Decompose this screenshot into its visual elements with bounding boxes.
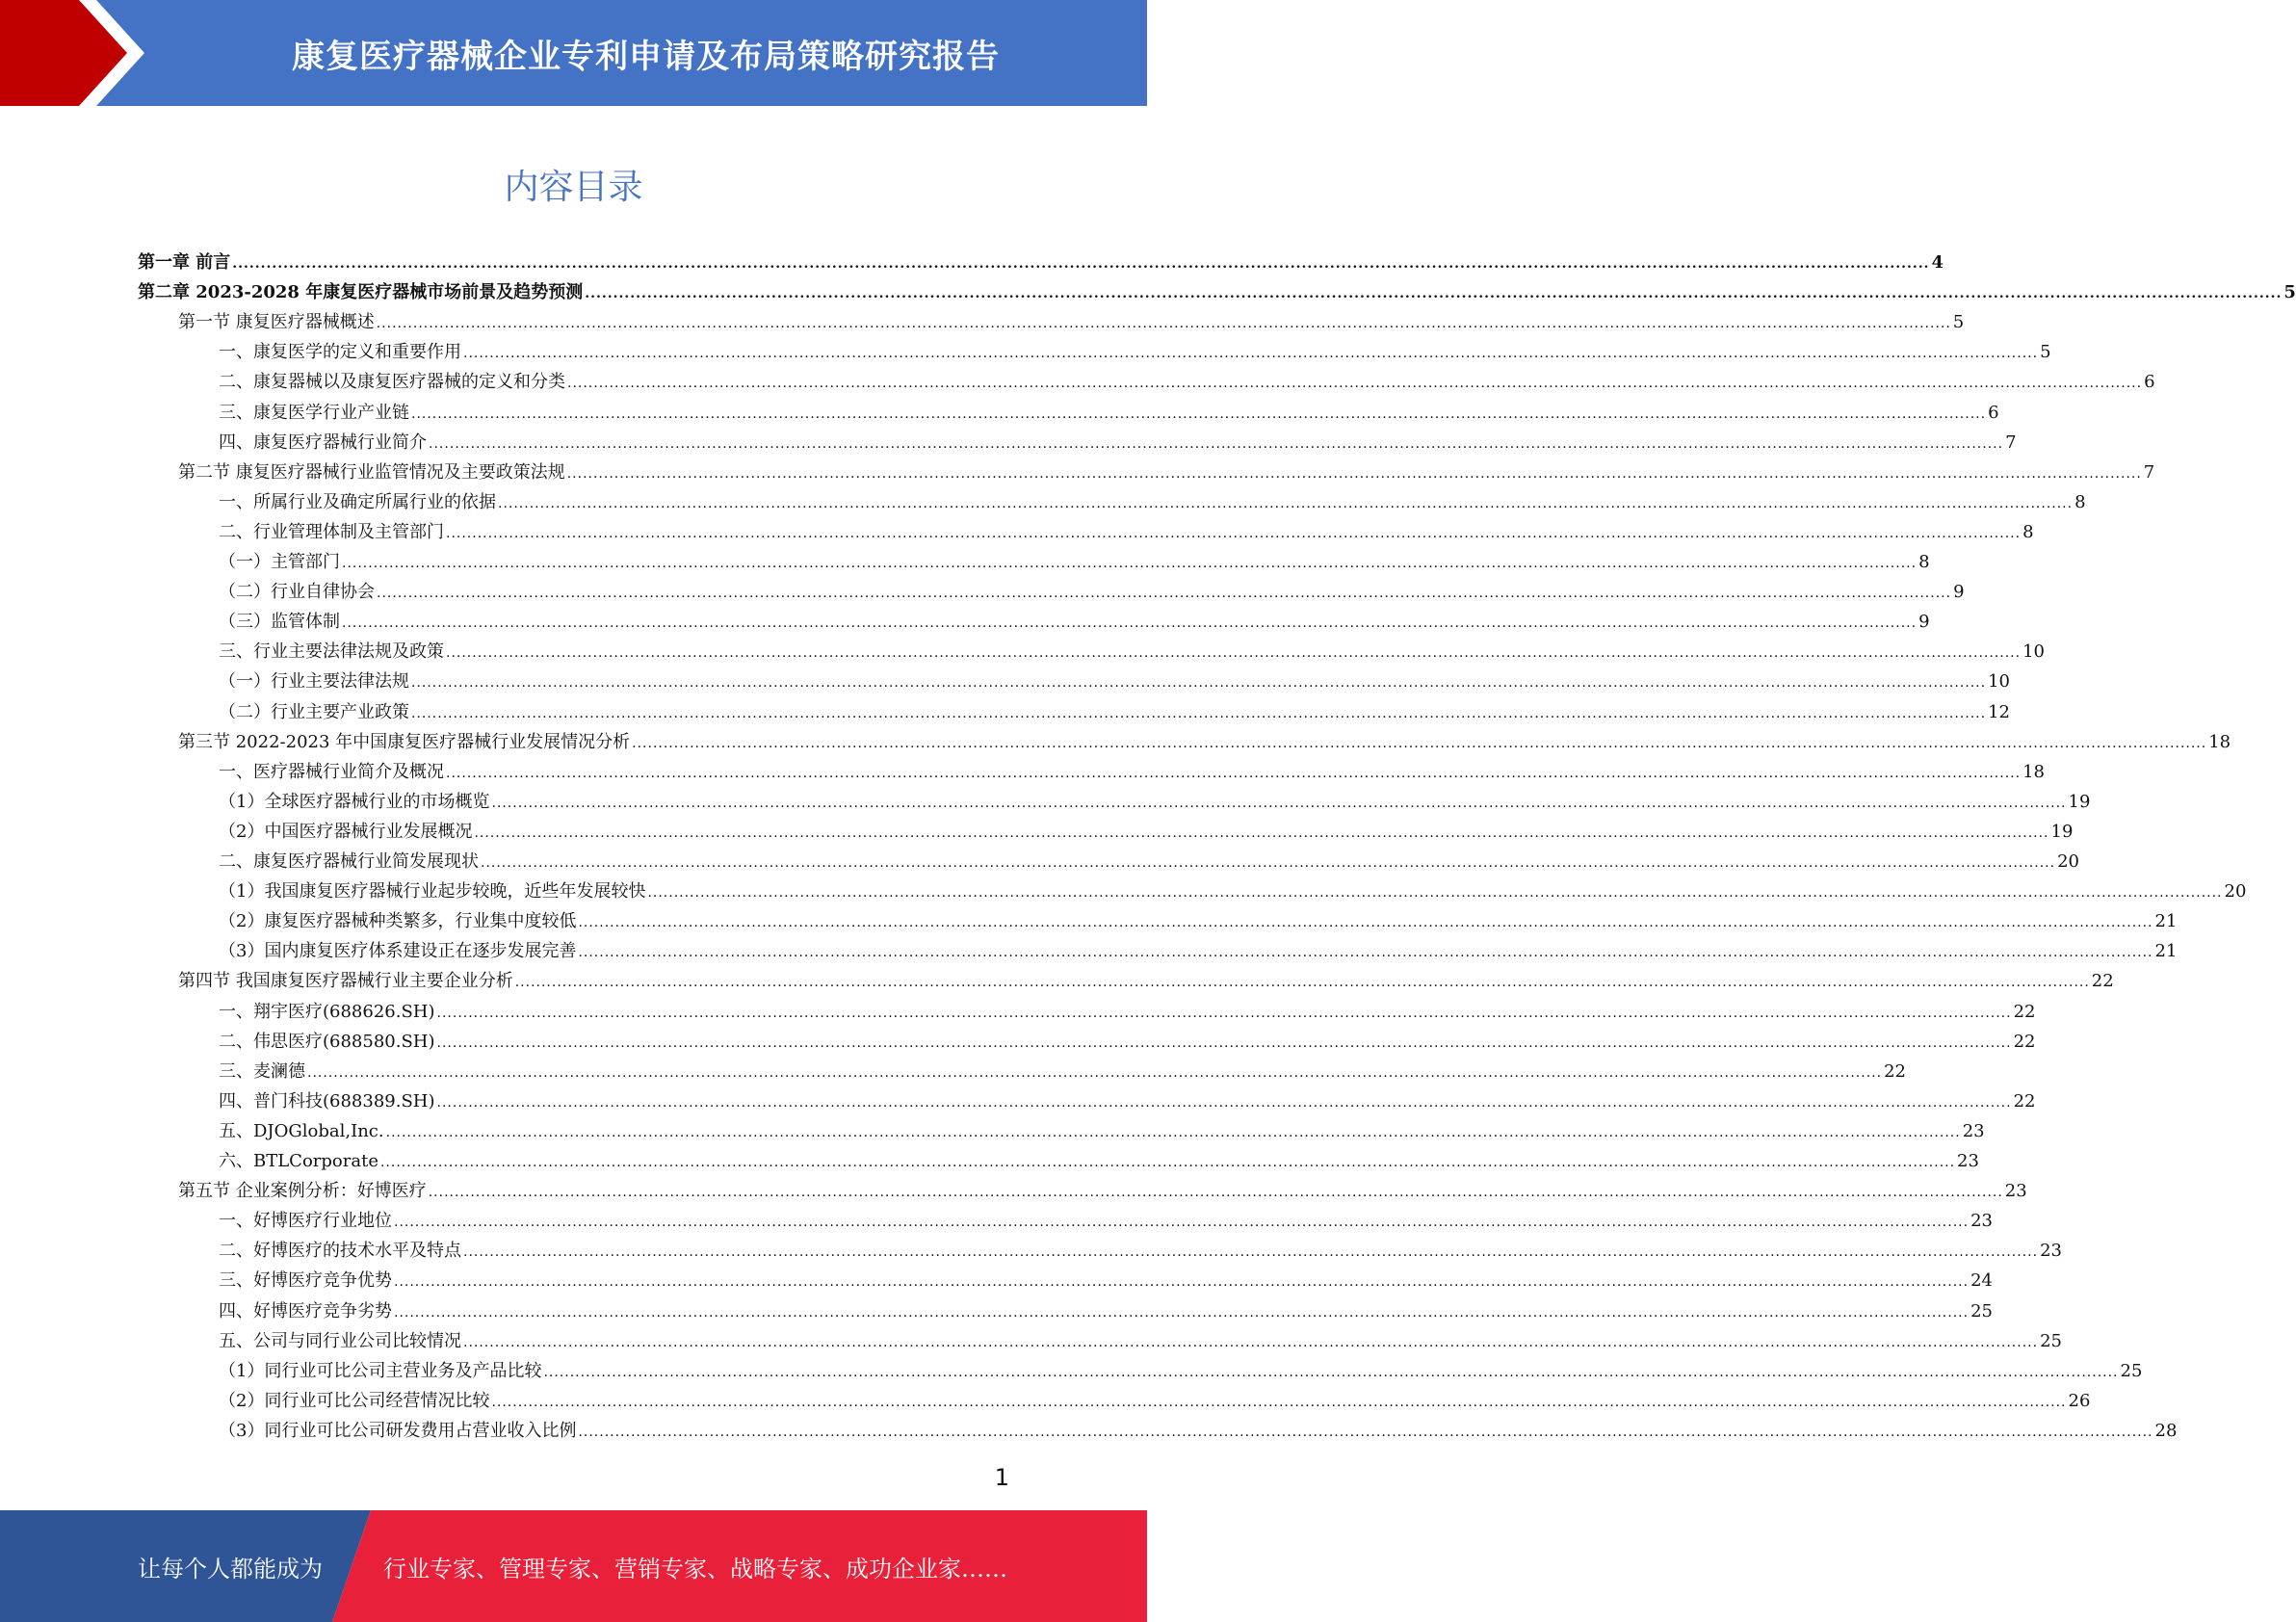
toc-entry-page: 24 xyxy=(1970,1270,1993,1292)
toc-entry[interactable] xyxy=(219,1262,1993,1292)
report-header-banner xyxy=(0,0,1147,106)
toc-dot-leader: ............................................................................................................................................................................................................................................................................................................ xyxy=(379,1155,1956,1170)
toc-entry-page: 23 xyxy=(1962,1120,1985,1141)
toc-entry[interactable] xyxy=(219,1023,2036,1053)
toc-entry[interactable] xyxy=(178,303,1965,333)
toc-dot-leader: ............................................................................................................................................................................................................................................................................................................ xyxy=(567,376,2143,392)
toc-entry-page: 6 xyxy=(1988,402,1999,423)
toc-dot-leader: ............................................................................................................................................................................................................................................................................................................ xyxy=(428,1185,2003,1201)
toc-dot-leader: ............................................................................................................................................................................................................................................................................................................ xyxy=(307,1064,1883,1081)
toc-entry-page: 5 xyxy=(1952,312,1965,333)
toc-entry-title: 二、好博医疗的技术水平及特点 xyxy=(219,1241,461,1262)
toc-entry[interactable] xyxy=(219,1053,1906,1083)
toc-entry-page: 23 xyxy=(2040,1241,2062,1262)
toc-entry-title: 四、好博医疗竞争劣势 xyxy=(219,1300,392,1321)
toc-entry-page: 8 xyxy=(1918,552,1930,572)
toc-entry-title: （一）行业主要法律法规 xyxy=(219,671,409,693)
toc-entry-title: 二、康复医疗器械行业简发展现状 xyxy=(219,851,479,872)
toc-dot-leader: ............................................................................................................................................................................................................................................................................................................ xyxy=(411,675,1987,692)
page-number: 1 xyxy=(994,1464,1009,1491)
toc-entry[interactable] xyxy=(219,753,2045,783)
toc-entry-title: （3）国内康复医疗体系建设正在逐步发展完善 xyxy=(219,941,577,962)
toc-entry-title: 第二节 康复医疗器械行业监管情况及主要政策法规 xyxy=(178,461,565,483)
toc-dot-leader: ............................................................................................................................................................................................................................................................................................................ xyxy=(463,1334,2039,1350)
toc-entry-title: 三、好博医疗竞争优势 xyxy=(219,1270,392,1292)
toc-entry-page: 25 xyxy=(1970,1300,1993,1321)
toc-entry-title: 三、康复医学行业产业链 xyxy=(219,402,409,423)
report-title: 康复医疗器械企业专利申请及布局策略研究报告 xyxy=(292,37,1000,76)
toc-entry[interactable] xyxy=(178,962,2114,992)
toc-dot-leader: ............................................................................................................................................................................................................................................................................................................ xyxy=(385,1124,1961,1140)
toc-entry-page: 22 xyxy=(2013,1090,2036,1112)
toc-dot-leader: ............................................................................................................................................................................................................................................................................................................ xyxy=(514,975,2090,991)
toc-entry-page: 8 xyxy=(2074,491,2086,512)
toc-entry-page: 22 xyxy=(2013,1031,2036,1052)
footer-banner xyxy=(0,1510,1147,1622)
toc-entry[interactable] xyxy=(178,454,2155,484)
toc-entry-page: 26 xyxy=(2068,1390,2091,1411)
toc-dot-leader: ............................................................................................................................................................................................................................................................................................................ xyxy=(498,495,2074,511)
toc-entry[interactable] xyxy=(219,573,1965,603)
toc-entry[interactable] xyxy=(219,1112,1985,1142)
toc-entry[interactable] xyxy=(219,1142,1979,1172)
toc-entry-title: 四、普门科技(688389.SH) xyxy=(219,1090,435,1112)
toc-entry[interactable] xyxy=(219,484,2086,513)
toc-entry-title: 三、行业主要法律法规及政策 xyxy=(219,641,444,663)
toc-dot-leader: ............................................................................................................................................................................................................................................................................................................ xyxy=(446,645,2022,662)
toc-entry-page: 9 xyxy=(1918,612,1930,633)
toc-dot-leader: ............................................................................................................................................................................................................................................................................................................ xyxy=(394,1304,1970,1321)
toc-entry-page: 22 xyxy=(2013,1001,2036,1022)
toc-entry-title: 一、所属行业及确定所属行业的依据 xyxy=(219,491,496,512)
toc-dot-leader: ............................................................................................................................................................................................................................................................................................................ xyxy=(376,316,1951,332)
toc-entry[interactable] xyxy=(219,1382,2091,1412)
toc-entry[interactable] xyxy=(219,663,2010,693)
toc-entry-page: 21 xyxy=(2154,911,2178,932)
toc-entry-title: 一、翔宇医疗(688626.SH) xyxy=(219,1001,435,1022)
toc-entry-page: 23 xyxy=(1957,1151,1979,1171)
toc-dot-leader: ............................................................................................................................................................................................................................................................................................................ xyxy=(232,256,1930,272)
toc-entry-page: 23 xyxy=(2004,1181,2027,1202)
toc-entry[interactable] xyxy=(219,363,2155,393)
toc-entry[interactable] xyxy=(219,513,2034,543)
toc-dot-leader: ............................................................................................................................................................................................................................................................................................................ xyxy=(543,1364,2119,1380)
toc-entry[interactable] xyxy=(219,424,2017,454)
toc-entry-page: 22 xyxy=(2091,971,2114,992)
toc-dot-leader: ............................................................................................................................................................................................................................................................................................................ xyxy=(429,435,2004,452)
toc-dot-leader: ............................................................................................................................................................................................................................................................................................................ xyxy=(647,885,2223,902)
toc-entry-title: （三）监管体制 xyxy=(219,612,340,633)
toc-entry[interactable] xyxy=(219,783,2091,813)
toc-entry-title: 三、麦澜德 xyxy=(219,1060,305,1082)
toc-entry-page: 19 xyxy=(2050,821,2074,842)
toc-entry-title: 第四节 我国康复医疗器械行业主要企业分析 xyxy=(178,971,513,992)
toc-entry[interactable] xyxy=(219,543,1930,573)
toc-entry-page: 8 xyxy=(2022,521,2034,542)
toc-dot-leader: ............................................................................................................................................................................................................................................................................................................ xyxy=(446,525,2022,541)
toc-entry-title: 一、好博医疗行业地位 xyxy=(219,1211,392,1232)
toc-entry-page: 28 xyxy=(2154,1420,2178,1441)
toc-entry-page: 9 xyxy=(1953,582,1965,603)
toc-dot-leader: ............................................................................................................................................................................................................................................................................................................ xyxy=(578,1424,2153,1440)
toc-entry-page: 20 xyxy=(2224,881,2247,903)
toc-dot-leader: ............................................................................................................................................................................................................................................................................................................ xyxy=(411,705,1987,721)
footer-slogan-right: 行业专家、管理专家、营销专家、战略专家、成功企业家…… xyxy=(383,1555,1007,1583)
toc-entry-page: 10 xyxy=(1988,671,2010,693)
toc-entry-title: 第三节 2022-2023 年中国康复医疗器械行业发展情况分析 xyxy=(178,731,631,752)
toc-dot-leader: ............................................................................................................................................................................................................................................................................................................ xyxy=(342,556,1918,571)
toc-entry[interactable] xyxy=(219,603,1930,633)
toc-dot-leader: ............................................................................................................................................................................................................................................................................................................ xyxy=(474,824,2049,841)
toc-entry-title: （一）主管部门 xyxy=(219,552,340,572)
toc-dot-leader: ............................................................................................................................................................................................................................................................................................................ xyxy=(578,915,2153,931)
toc-entry-title: （2）同行业可比公司经营情况比较 xyxy=(219,1390,490,1411)
toc-entry-page: 5 xyxy=(2040,342,2051,363)
toc-dot-leader: ............................................................................................................................................................................................................................................................................................................ xyxy=(436,1005,2012,1021)
toc-entry[interactable] xyxy=(219,813,2074,843)
toc-entry[interactable] xyxy=(219,1293,1993,1322)
toc-entry[interactable] xyxy=(219,1352,2143,1382)
toc-entry[interactable] xyxy=(219,932,2178,962)
toc-dot-leader: ............................................................................................................................................................................................................................................................................................................ xyxy=(491,1394,2067,1410)
toc-entry-title: 第五节 企业案例分析：好博医疗 xyxy=(178,1181,427,1202)
toc-entry[interactable] xyxy=(219,1202,1993,1232)
toc-entry-title: （1）同行业可比公司主营业务及产品比较 xyxy=(219,1360,542,1381)
toc-entry[interactable] xyxy=(219,903,2178,932)
toc-entry-page: 21 xyxy=(2154,941,2178,962)
toc-entry-page: 6 xyxy=(2144,372,2155,393)
toc-entry-page: 23 xyxy=(1970,1211,1993,1232)
toc-dot-leader: ............................................................................................................................................................................................................................................................................................................ xyxy=(481,855,2056,871)
toc-entry[interactable] xyxy=(219,1232,2062,1262)
toc-entry[interactable] xyxy=(138,244,1944,274)
toc-entry-title: 五、公司与同行业公司比较情况 xyxy=(219,1330,461,1351)
toc-entry-page: 4 xyxy=(1931,252,1944,273)
toc-entry[interactable] xyxy=(219,333,2051,363)
toc-entry-page: 18 xyxy=(2208,731,2231,752)
toc-entry-title: 第二章 2023-2028 年康复医疗器械市场前景及趋势预测 xyxy=(138,282,584,303)
toc-entry-title: 二、伟思医疗(688580.SH) xyxy=(219,1031,435,1052)
toc-dot-leader: ............................................................................................................................................................................................................................................................................................................ xyxy=(578,945,2153,961)
toc-entry-page: 10 xyxy=(2022,641,2045,663)
toc-entry-page: 19 xyxy=(2068,791,2091,812)
red-chevron-icon xyxy=(0,0,154,106)
toc-entry[interactable] xyxy=(219,1322,2062,1352)
toc-entry-page: 5 xyxy=(2283,282,2296,303)
toc-dot-leader: ............................................................................................................................................................................................................................................................................................................ xyxy=(377,586,1952,602)
toc-dot-leader: ............................................................................................................................................................................................................................................................................................................ xyxy=(463,1244,2039,1261)
toc-dot-leader: ............................................................................................................................................................................................................................................................................................................ xyxy=(491,795,2067,811)
toc-dot-leader: ............................................................................................................................................................................................................................................................................................................ xyxy=(411,406,1987,422)
toc-entry-title: 一、医疗器械行业简介及概况 xyxy=(219,761,444,782)
toc-entry-page: 25 xyxy=(2120,1360,2143,1381)
toc-entry[interactable] xyxy=(219,693,2010,723)
toc-entry[interactable] xyxy=(219,633,2045,663)
toc-entry-page: 7 xyxy=(2143,461,2155,483)
toc-entry-title: 二、行业管理体制及主管部门 xyxy=(219,521,444,542)
toc-entry-title: 六、BTLCorporate xyxy=(219,1151,378,1171)
toc-entry[interactable] xyxy=(219,394,1999,424)
toc-entry-title: （2）中国医疗器械行业发展概况 xyxy=(219,821,473,842)
footer-slogan-left: 让每个人都能成为 xyxy=(138,1555,323,1583)
toc-entry[interactable] xyxy=(219,843,2079,873)
toc-entry[interactable] xyxy=(138,274,2296,303)
toc-entry-page: 25 xyxy=(2040,1330,2062,1351)
toc-entry-title: （2）康复医疗器械种类繁多，行业集中度较低 xyxy=(219,911,577,932)
toc-entry-page: 12 xyxy=(1988,701,2010,722)
toc-entry-title: 第一节 康复医疗器械概述 xyxy=(178,312,375,333)
toc-entry[interactable] xyxy=(178,1172,2027,1202)
toc-dot-leader: ............................................................................................................................................................................................................................................................................................................ xyxy=(342,615,1918,632)
toc-entry-page: 18 xyxy=(2022,761,2045,782)
toc-entry-page: 22 xyxy=(1884,1060,1906,1082)
toc-dot-leader: ............................................................................................................................................................................................................................................................................................................ xyxy=(446,765,2022,781)
toc-entry-title: 四、康复医疗器械行业简介 xyxy=(219,432,427,453)
toc-entry[interactable] xyxy=(219,1083,2036,1112)
toc-dot-leader: ............................................................................................................................................................................................................................................................................................................ xyxy=(463,346,2039,362)
toc-dot-leader: ............................................................................................................................................................................................................................................................................................................ xyxy=(394,1215,1970,1231)
toc-entry-title: 二、康复器械以及康复医疗器械的定义和分类 xyxy=(219,372,565,393)
toc-entry-title: 五、DJOGlobal,Inc. xyxy=(219,1120,384,1141)
toc-entry[interactable] xyxy=(219,1412,2178,1442)
toc-dot-leader: ............................................................................................................................................................................................................................................................................................................ xyxy=(632,735,2207,751)
toc-entry-title: 第一章 前言 xyxy=(138,252,231,273)
toc-entry-title: （3）同行业可比公司研发费用占营业收入比例 xyxy=(219,1420,577,1441)
toc-dot-leader: ............................................................................................................................................................................................................................................................................................................ xyxy=(585,286,2283,302)
toc-dot-leader: ............................................................................................................................................................................................................................................................................................................ xyxy=(436,1094,2012,1111)
toc-entry[interactable] xyxy=(219,993,2036,1023)
toc-entry-title: （1）我国康复医疗器械行业起步较晚，近些年发展较快 xyxy=(219,881,646,903)
toc-entry-title: （二）行业自律协会 xyxy=(219,582,375,603)
toc-heading: 内容目录 xyxy=(504,168,643,207)
toc-dot-leader: ............................................................................................................................................................................................................................................................................................................ xyxy=(566,465,2142,482)
toc-entry[interactable] xyxy=(178,723,2231,753)
toc-entry-title: 一、康复医学的定义和重要作用 xyxy=(219,342,461,363)
toc-entry[interactable] xyxy=(219,873,2247,903)
toc-dot-leader: ............................................................................................................................................................................................................................................................................................................ xyxy=(436,1034,2012,1051)
toc-entry-page: 7 xyxy=(2005,432,2017,453)
toc-entry-title: （二）行业主要产业政策 xyxy=(219,701,409,722)
toc-entry-title: （1）全球医疗器械行业的市场概览 xyxy=(219,791,490,812)
toc-entry-page: 20 xyxy=(2057,851,2079,872)
toc-dot-leader: ............................................................................................................................................................................................................................................................................................................ xyxy=(394,1274,1970,1291)
